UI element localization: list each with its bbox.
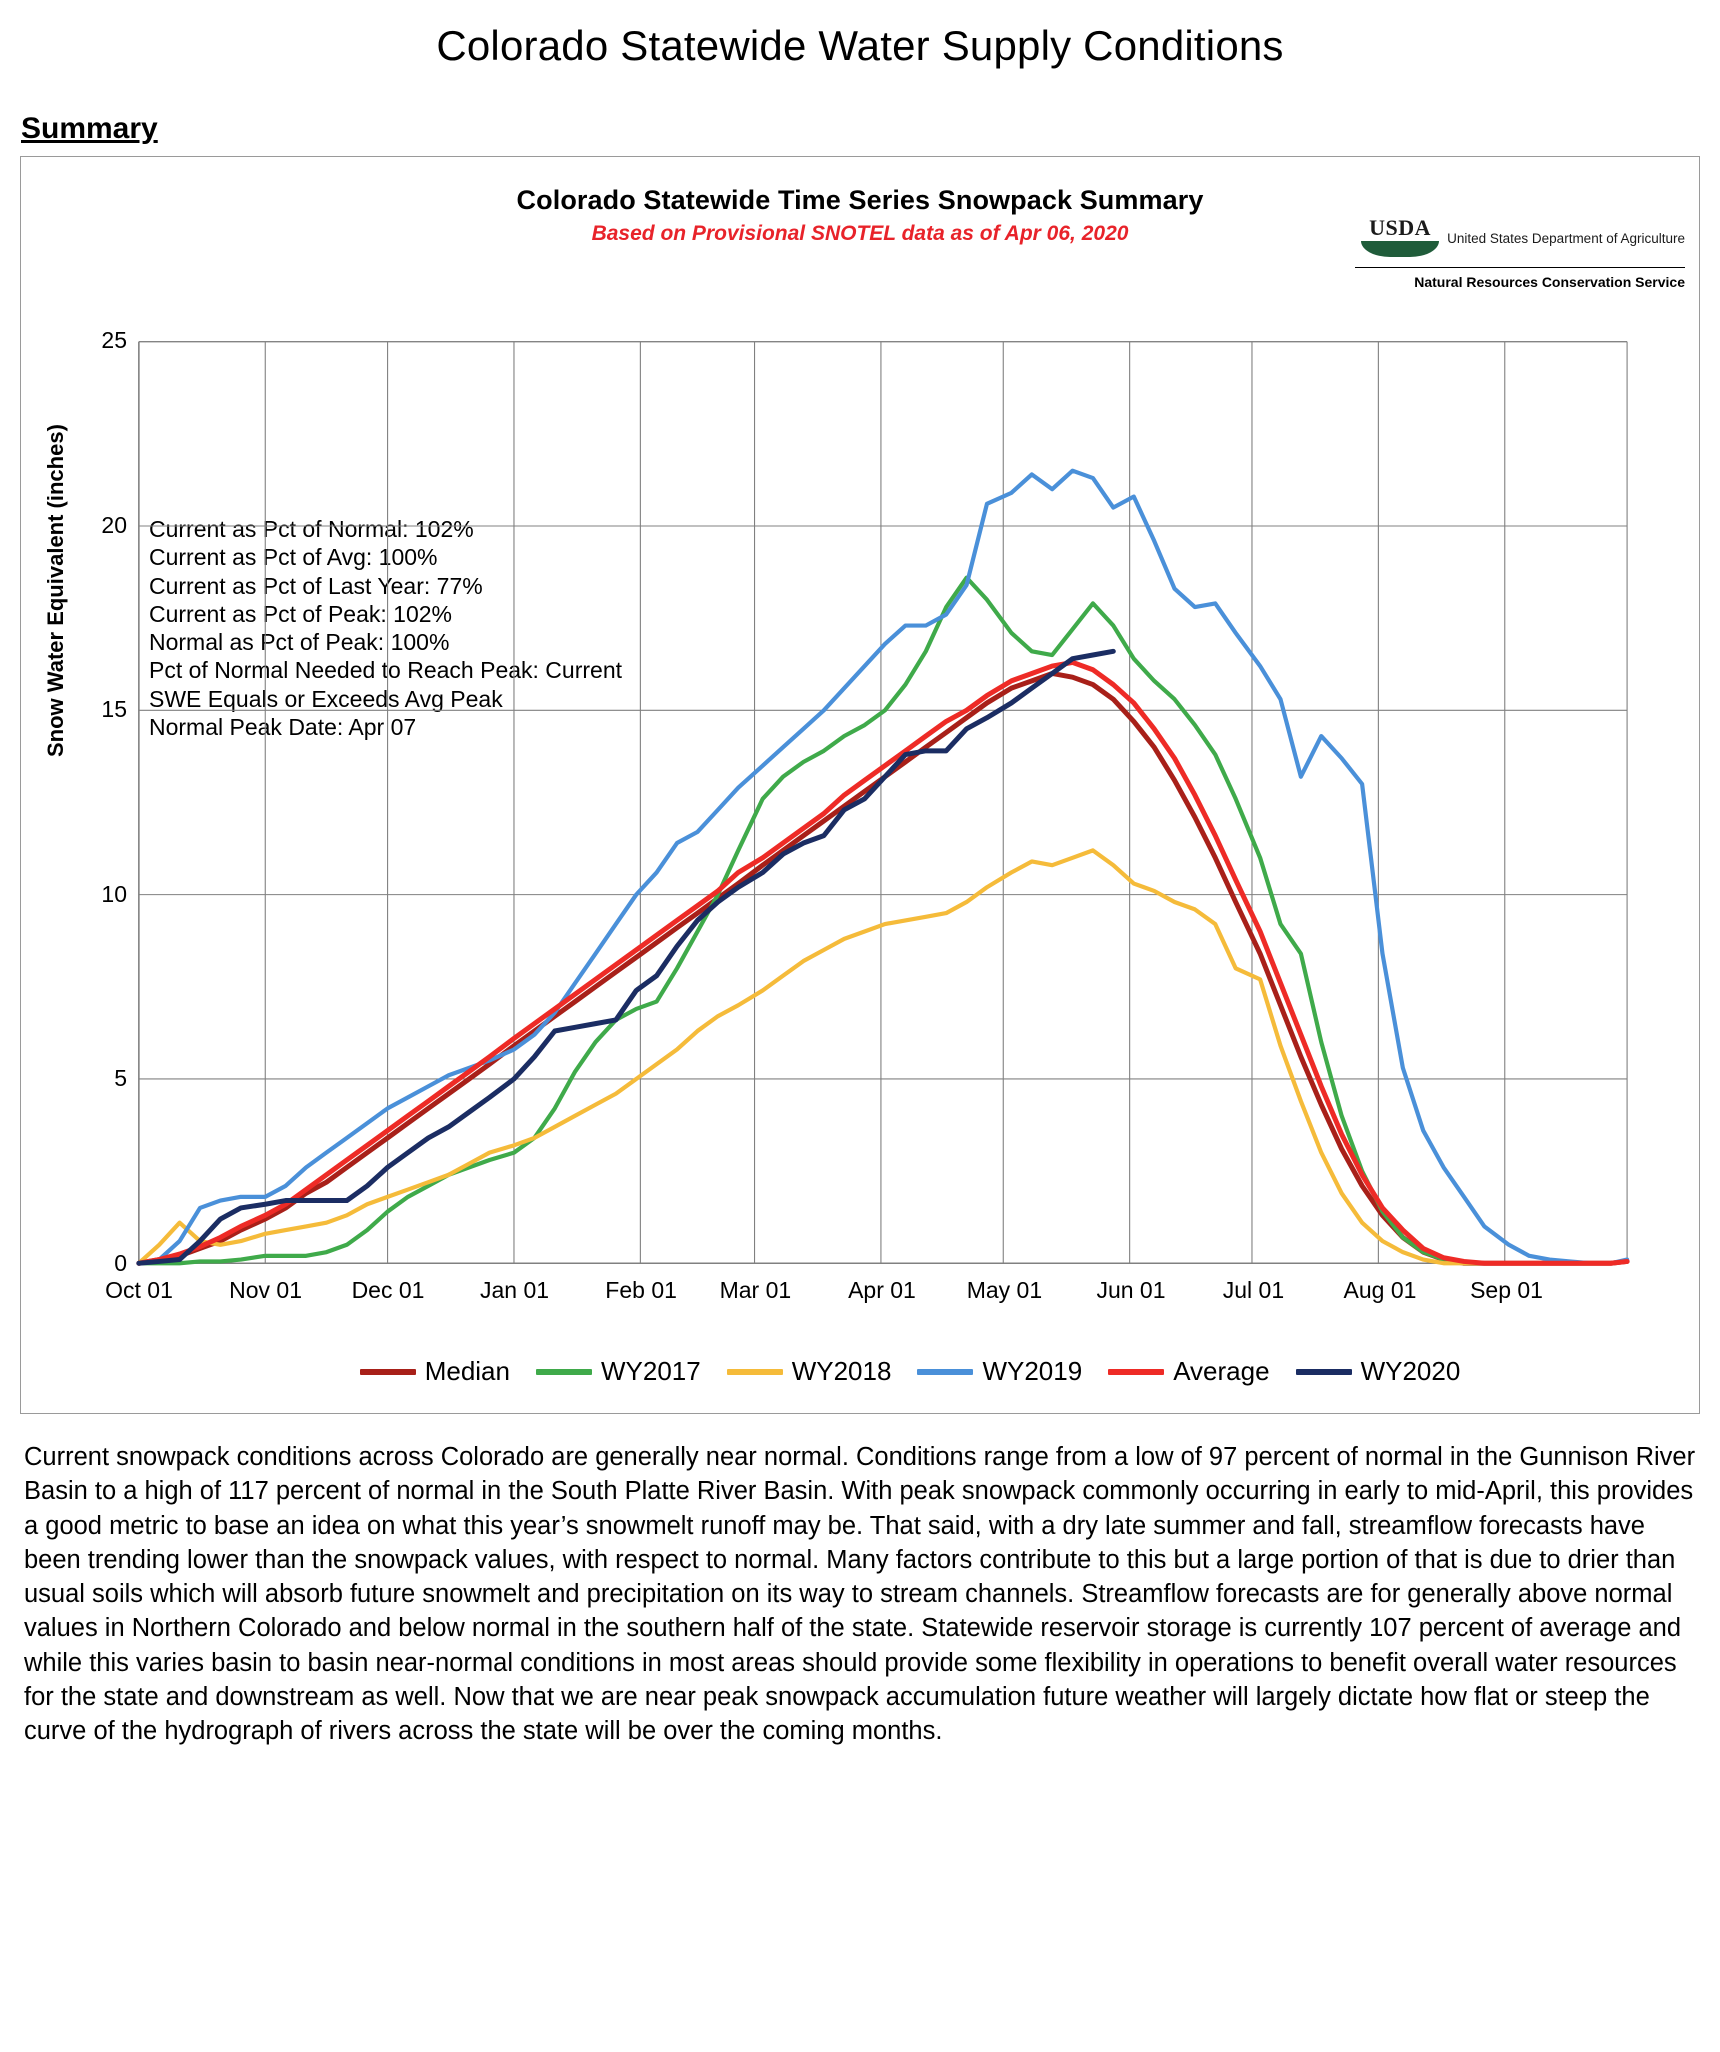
stat-line: Normal Peak Date: Apr 07 xyxy=(149,713,417,740)
legend-item xyxy=(360,1356,510,1387)
y-tick-label: 5 xyxy=(114,1065,127,1092)
y-axis-label: Snow Water Equivalent (inches) xyxy=(43,424,68,757)
x-tick-label: Mar 01 xyxy=(719,1277,792,1303)
legend-swatch-icon xyxy=(1108,1369,1164,1375)
series-line-average xyxy=(139,662,1627,1263)
section-heading: Summary xyxy=(21,112,158,145)
legend-item xyxy=(727,1356,892,1387)
legend-label: WY2020 xyxy=(1360,1356,1461,1386)
legend-label: Median xyxy=(424,1356,510,1386)
legend-swatch-icon xyxy=(917,1369,973,1375)
legend-label: WY2017 xyxy=(600,1356,701,1386)
stat-line: Current as Pct of Normal: 102% xyxy=(149,516,474,542)
x-tick-label: Aug 01 xyxy=(1343,1277,1417,1303)
legend-item xyxy=(917,1356,1082,1387)
x-tick-label: Jun 01 xyxy=(1096,1277,1166,1303)
snowpack-chart-panel xyxy=(20,156,1700,1414)
y-tick-label: 10 xyxy=(101,880,127,907)
x-tick-label: Feb 01 xyxy=(605,1277,677,1303)
legend-swatch-icon xyxy=(536,1369,592,1375)
usda-department-text: United States Department of Agriculture xyxy=(1447,231,1685,246)
x-tick-label: Apr 01 xyxy=(848,1277,916,1303)
legend-swatch-icon xyxy=(360,1369,416,1375)
legend-swatch-icon xyxy=(727,1369,783,1375)
series-line-median xyxy=(139,673,1627,1263)
y-tick-label: 15 xyxy=(101,696,127,723)
summary-paragraph: Current snowpack conditions across Colorado are generally near normal. Conditions range from a low of 97 percent of normal in the Gunnison River Basin to a high of 117 percent of normal in the South Platte River Basin. With peak snowpack commonly occurring in early to mid-April, this provides a good metric to base an idea on what this year’s snowmelt runoff may be. That said, with a dry late summer and fall, streamflow forecasts have been trending lower than the snowpack values, with respect to normal. Many factors contribute to this but a large portion of that is due to drier than usual soils which will absorb future snowmelt and precipitation on its way to stream channels. Streamflow forecasts are for generally above normal values in Northern Colorado and below normal in the southern half of the state. Statewide reservoir storage is currently 107 percent of average and while this varies basin to basin near-normal conditions in most areas should provide some flexibility in operations to benefit overall water resources for the state and downstream as well. Now that we are near peak snowpack accumulation future weather will largely dictate how flat or steep the curve of the hydrograph of rivers across the state will be over the coming months. xyxy=(24,1443,1696,1746)
x-tick-label: Sep 01 xyxy=(1470,1277,1543,1303)
stat-line: SWE Equals or Exceeds Avg Peak xyxy=(149,685,503,712)
page-title: Colorado Statewide Water Supply Conditions xyxy=(436,22,1284,69)
legend-item xyxy=(1296,1356,1461,1387)
stat-line: Current as Pct of Peak: 102% xyxy=(149,600,452,627)
x-tick-label: Jan 01 xyxy=(480,1277,550,1303)
stat-line: Normal as Pct of Peak: 100% xyxy=(149,629,450,656)
chart-legend xyxy=(141,1356,1679,1387)
chart-plot-area xyxy=(21,157,1699,1413)
chart-subtitle: Based on Provisional SNOTEL data as of Apr 06, 2020 xyxy=(591,222,1129,245)
usda-wordmark: USDA xyxy=(1369,215,1432,240)
stat-line: Current as Pct of Avg: 100% xyxy=(149,544,438,571)
x-tick-label: Jul 01 xyxy=(1222,1277,1285,1303)
usda-agency-text: Natural Resources Conservation Service xyxy=(1355,267,1685,290)
x-tick-label: May 01 xyxy=(966,1277,1043,1303)
series-line-wy2017 xyxy=(139,578,1627,1264)
y-tick-label: 25 xyxy=(101,327,127,353)
x-tick-label: Nov 01 xyxy=(229,1277,302,1303)
document-page xyxy=(0,12,1720,2052)
legend-label: WY2019 xyxy=(982,1356,1083,1386)
legend-swatch-icon xyxy=(1296,1369,1352,1375)
stat-line: Pct of Normal Needed to Reach Peak: Current xyxy=(149,657,623,684)
legend-label: WY2018 xyxy=(791,1356,892,1386)
series-line-wy2018 xyxy=(139,850,1627,1263)
x-tick-label: Dec 01 xyxy=(351,1277,425,1303)
legend-label: Average xyxy=(1173,1356,1270,1386)
x-tick-label: Oct 01 xyxy=(105,1277,173,1303)
chart-title: Colorado Statewide Time Series Snowpack Summary xyxy=(516,185,1204,215)
y-tick-label: 0 xyxy=(114,1250,127,1276)
y-tick-label: 20 xyxy=(101,511,127,538)
legend-item xyxy=(1108,1356,1269,1387)
series-line-wy2019 xyxy=(139,471,1627,1264)
legend-item xyxy=(536,1356,701,1387)
stat-line: Current as Pct of Last Year: 77% xyxy=(149,572,483,599)
